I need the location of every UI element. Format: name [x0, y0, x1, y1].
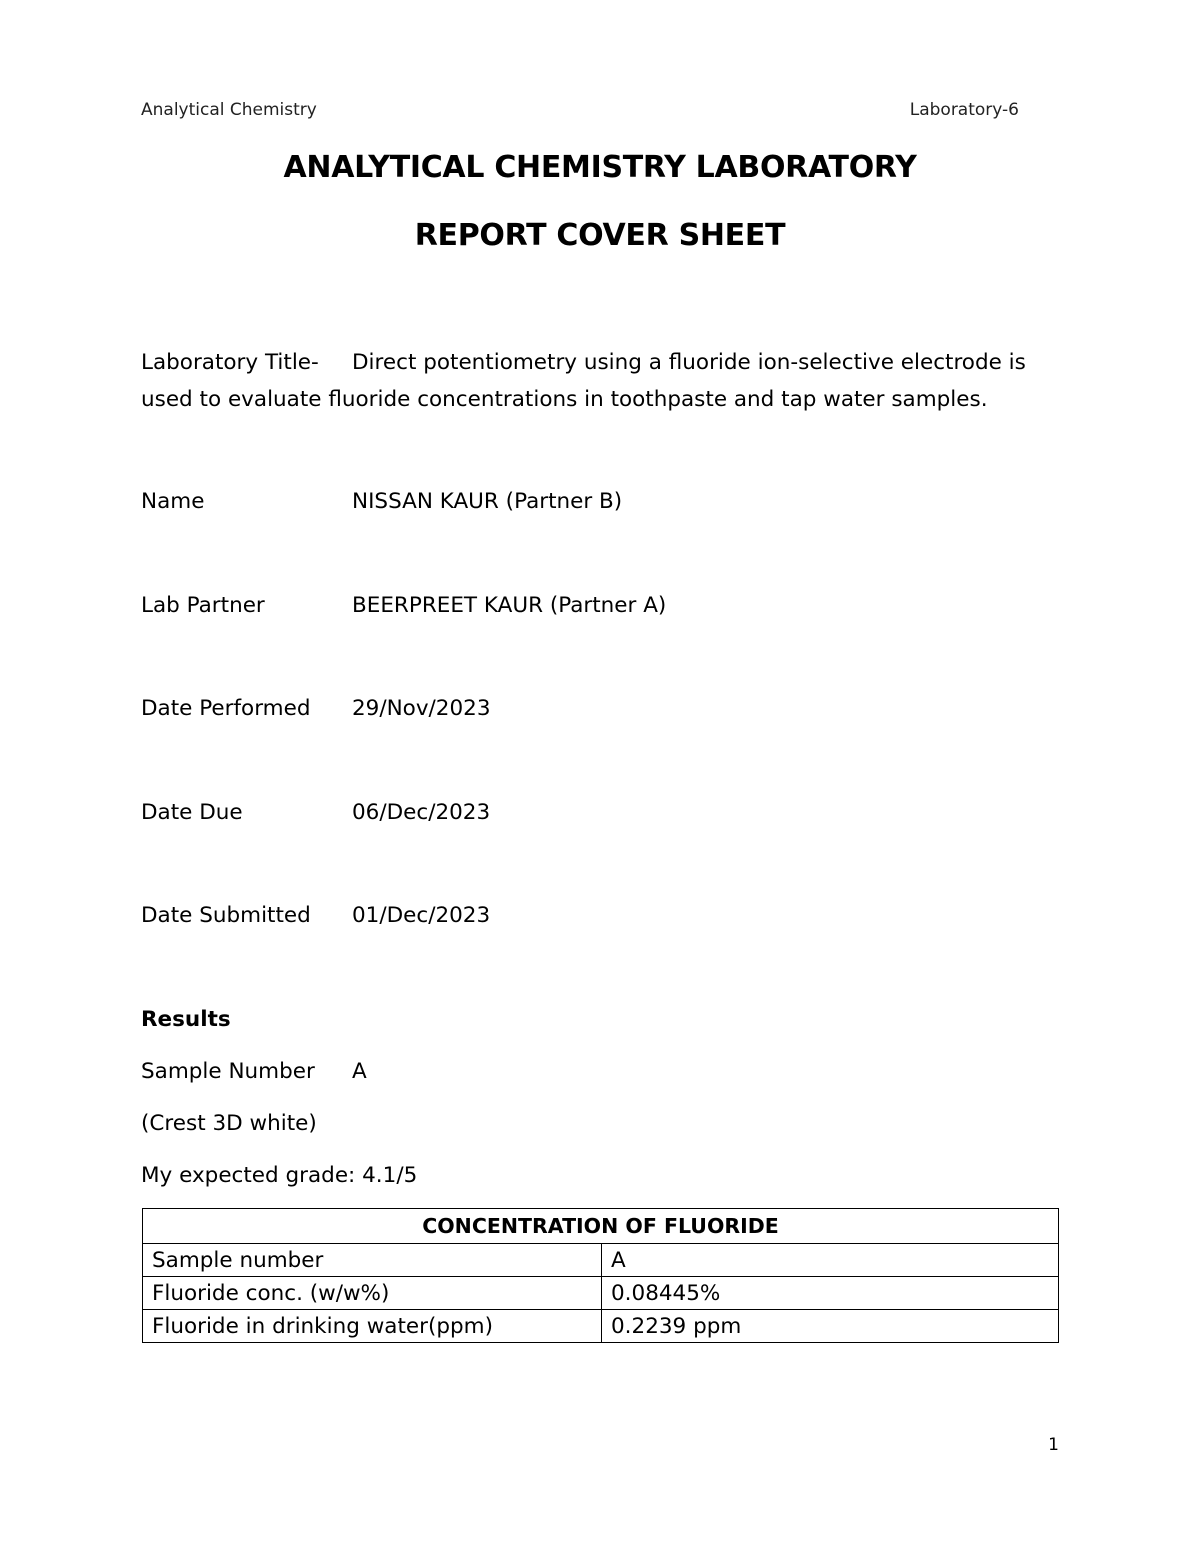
lab-partner-value: BEERPREET KAUR (Partner A) — [352, 593, 667, 618]
date-submitted-value: 01/Dec/2023 — [352, 903, 491, 928]
lab-title-value: Direct potentiometry using a fluoride ion-selective electrode is used to evaluate fluoride concentrations in toothpaste and tap water samples. — [141, 350, 1026, 412]
date-due-label: Date Due — [141, 800, 243, 825]
table-row — [143, 1310, 1059, 1343]
table-cell-value: 0.08445% — [602, 1277, 1059, 1310]
table-row — [143, 1277, 1059, 1310]
table-row — [143, 1244, 1059, 1277]
sample-number-value: A — [352, 1059, 367, 1084]
header-lab-number: Laboratory-6 — [909, 100, 1019, 120]
fluoride-table — [142, 1208, 1059, 1343]
lab-partner-label: Lab Partner — [141, 593, 265, 618]
table-cell-label: Sample number — [143, 1244, 602, 1277]
date-performed-value: 29/Nov/2023 — [352, 696, 491, 721]
lab-title-block — [141, 344, 1061, 418]
page-subtitle: REPORT COVER SHEET — [414, 218, 786, 253]
table-title: CONCENTRATION OF FLUORIDE — [143, 1209, 1059, 1244]
page-number: 1 — [1048, 1435, 1059, 1455]
page-title: ANALYTICAL CHEMISTRY LABORATORY — [283, 150, 917, 185]
sample-note: (Crest 3D white) — [141, 1111, 317, 1136]
table-cell-label: Fluoride in drinking water(ppm) — [143, 1310, 602, 1343]
lab-title-label: Laboratory Title- — [141, 350, 319, 375]
header-course: Analytical Chemistry — [141, 100, 317, 120]
table-cell-label: Fluoride conc. (w/w%) — [143, 1277, 602, 1310]
date-submitted-label: Date Submitted — [141, 903, 311, 928]
results-heading: Results — [141, 1007, 231, 1032]
sample-number-label: Sample Number — [141, 1059, 315, 1084]
expected-grade: My expected grade: 4.1/5 — [141, 1163, 418, 1188]
table-cell-value: A — [602, 1244, 1059, 1277]
date-performed-label: Date Performed — [141, 696, 311, 721]
table-header-row — [143, 1209, 1059, 1244]
table-cell-value: 0.2239 ppm — [602, 1310, 1059, 1343]
date-due-value: 06/Dec/2023 — [352, 800, 491, 825]
name-label: Name — [141, 489, 205, 514]
name-value: NISSAN KAUR (Partner B) — [352, 489, 623, 514]
